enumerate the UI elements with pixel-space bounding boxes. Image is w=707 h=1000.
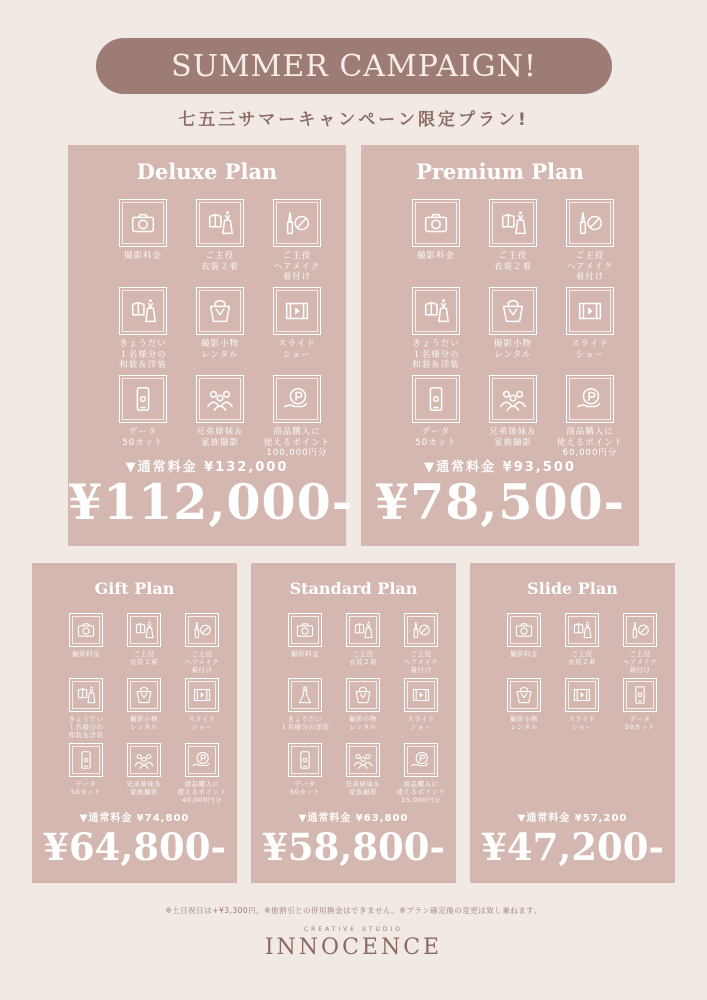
feature-item — [260, 375, 334, 459]
points-icon — [566, 375, 614, 423]
family-icon — [127, 743, 161, 777]
campaign-price: ¥112,000- — [68, 473, 354, 531]
slideshow-icon — [404, 678, 438, 712]
feature-item — [277, 678, 333, 741]
feature-item — [399, 287, 473, 371]
feature-label: 撮影料金 — [123, 251, 162, 261]
feature-item — [335, 678, 391, 741]
slideshow-icon — [565, 678, 599, 712]
points-icon — [273, 375, 321, 423]
costume-icon — [127, 613, 161, 647]
camera-icon — [119, 199, 167, 247]
banner-title: SUMMER CAMPAIGN! — [171, 48, 537, 84]
plan-title: Standard Plan — [289, 579, 418, 598]
feature-item — [393, 743, 449, 806]
phone-icon — [623, 678, 657, 712]
phone-icon — [412, 375, 460, 423]
campaign-price: ¥58,800- — [262, 825, 445, 869]
feature-label: 撮影料金 — [510, 650, 538, 658]
feature-label: 兄弟姉妹＆ 家族撮影 — [489, 427, 537, 448]
feature-label: 商品購入に 使えるポイント 40,000円分 — [177, 780, 227, 805]
plan-card-deluxe — [68, 145, 354, 546]
feature-label: データ 50カット — [70, 780, 102, 797]
costume-icon — [412, 287, 460, 335]
costume-icon — [346, 613, 380, 647]
feature-label: 撮影小物 レンタル — [493, 339, 532, 360]
camera-icon — [412, 199, 460, 247]
feature-label: ご主役 ヘアメイク 着付け — [273, 251, 321, 283]
feature-item — [393, 678, 449, 741]
feature-label: ご主役 衣装２着 — [200, 251, 239, 272]
campaign-price: ¥78,500- — [375, 473, 625, 531]
feature-label: スライド ショー — [278, 339, 316, 360]
campaign-price: ¥64,800- — [43, 825, 226, 869]
costume-icon — [489, 199, 537, 247]
feature-label: 撮影料金 — [72, 650, 100, 658]
feature-item — [554, 613, 610, 676]
campaign-subtitle: 七五三サマーキャンペーン限定プラン! — [178, 110, 529, 130]
feature-label: きょうだい １名様分の 和装＆洋装 — [119, 339, 167, 371]
regular-price: ▼通常料金 ¥93,500 — [424, 460, 576, 475]
feature-label: ご主役 ヘアメイク 着付け — [403, 650, 439, 675]
feature-label: 商品購入に 使えるポイント 15,000円分 — [396, 780, 446, 805]
campaign-price: ¥47,200- — [481, 825, 664, 869]
costume-icon — [69, 678, 103, 712]
feature-item — [183, 287, 257, 371]
feature-label: ご主役 ヘアメイク 着付け — [184, 650, 220, 675]
family-icon — [489, 375, 537, 423]
feature-label: 撮影料金 — [416, 251, 455, 261]
plan-card-standard — [251, 563, 456, 883]
slideshow-icon — [566, 287, 614, 335]
feature-label: 兄弟姉妹＆ 家族撮影 — [126, 780, 162, 797]
feature-label: ご主役 衣装２着 — [349, 650, 377, 667]
feature-item — [106, 287, 180, 371]
feature-item — [554, 678, 610, 741]
feature-label: ご主役 ヘアメイク 着付け — [566, 251, 614, 283]
regular-price: ▼通常料金 ¥132,000 — [125, 460, 289, 475]
feature-label: 兄弟姉妹＆ 家族撮影 — [196, 427, 244, 448]
phone-icon — [119, 375, 167, 423]
bag-icon — [346, 678, 380, 712]
feature-item — [106, 199, 180, 283]
feature-item — [476, 287, 550, 371]
feature-item — [174, 613, 230, 676]
feature-item — [496, 678, 552, 741]
feature-item — [277, 613, 333, 676]
feature-grid — [58, 613, 230, 806]
feature-label: スライド ショー — [407, 715, 435, 732]
phone-icon — [69, 743, 103, 777]
feature-label: ご主役 衣装２着 — [130, 650, 158, 667]
feature-item — [496, 613, 552, 676]
feature-label: スライド ショー — [568, 715, 596, 732]
feature-item — [399, 199, 473, 283]
regular-price: ▼通常料金 ¥74,800 — [79, 813, 190, 824]
logo-subtitle: CREATIVE STUDIO — [303, 926, 403, 933]
feature-label: 商品購入に 使えるポイント 100,000円分 — [263, 427, 331, 459]
feature-label: きょうだい １名様分の洋装 — [280, 715, 330, 732]
feature-grid — [106, 199, 334, 459]
feature-item — [612, 678, 668, 741]
camera-icon — [288, 613, 322, 647]
plan-title: Gift Plan — [94, 579, 175, 598]
feature-label: ご主役 ヘアメイク 着付け — [622, 650, 658, 675]
phone-icon — [288, 743, 322, 777]
regular-price: ▼通常料金 ¥57,200 — [517, 813, 628, 824]
slideshow-icon — [185, 678, 219, 712]
camera-icon — [69, 613, 103, 647]
feature-item — [106, 375, 180, 459]
makeup-icon — [185, 613, 219, 647]
plan-card-slide — [470, 563, 675, 883]
bag-icon — [196, 287, 244, 335]
feature-item — [335, 743, 391, 806]
feature-item — [260, 287, 334, 371]
feature-label: きょうだい １名様分の 和装＆洋装 — [68, 715, 104, 740]
feature-item — [553, 199, 627, 283]
plan-title: Deluxe Plan — [136, 159, 278, 184]
feature-item — [553, 375, 627, 459]
feature-label: データ 50カット — [624, 715, 656, 732]
family-icon — [196, 375, 244, 423]
makeup-icon — [404, 613, 438, 647]
makeup-icon — [623, 613, 657, 647]
brand-logo: INNOCENCE — [264, 935, 443, 960]
bag-icon — [489, 287, 537, 335]
feature-item — [116, 743, 172, 806]
camera-icon — [507, 613, 541, 647]
feature-item — [335, 613, 391, 676]
feature-item — [399, 375, 473, 459]
feature-label: データ 50カット — [122, 427, 164, 448]
campaign-banner — [96, 38, 612, 94]
feature-item — [174, 678, 230, 741]
feature-item — [116, 678, 172, 741]
feature-label: 撮影小物 レンタル — [130, 715, 158, 732]
feature-item — [393, 613, 449, 676]
feature-item — [58, 743, 114, 806]
feature-grid — [496, 613, 668, 741]
feature-label: 撮影料金 — [291, 650, 319, 658]
feature-label: データ 50カット — [415, 427, 457, 448]
feature-item — [58, 613, 114, 676]
costume-icon — [565, 613, 599, 647]
regular-price: ▼通常料金 ¥63,800 — [298, 813, 409, 824]
costume-icon — [196, 199, 244, 247]
feature-label: スライド ショー — [571, 339, 609, 360]
feature-label: 撮影小物 レンタル — [200, 339, 239, 360]
feature-grid — [399, 199, 627, 459]
feature-item — [476, 199, 550, 283]
feature-label: ご主役 衣装２着 — [568, 650, 596, 667]
plan-title: Premium Plan — [416, 159, 584, 184]
family-icon — [346, 743, 380, 777]
feature-label: スライド ショー — [188, 715, 216, 732]
feature-item — [476, 375, 550, 459]
feature-label: 撮影小物 レンタル — [349, 715, 377, 732]
bag-icon — [127, 678, 161, 712]
points-icon — [404, 743, 438, 777]
feature-item — [183, 199, 257, 283]
feature-item — [612, 613, 668, 676]
costume-icon — [119, 287, 167, 335]
makeup-icon — [273, 199, 321, 247]
feature-label: データ 50カット — [289, 780, 321, 797]
feature-item — [553, 287, 627, 371]
feature-item — [260, 199, 334, 283]
plan-card-gift — [32, 563, 237, 883]
feature-item — [277, 743, 333, 806]
dress-icon — [288, 678, 322, 712]
feature-item — [183, 375, 257, 459]
feature-grid — [277, 613, 449, 806]
footer-note: ※土日祝日は+¥3,300円。※他割引との併用換金はできません。※プラン確定後の変更は致し兼ねます。 — [165, 906, 542, 915]
feature-label: きょうだい １名様分の 和装＆洋装 — [412, 339, 460, 371]
feature-item — [116, 613, 172, 676]
plan-card-premium — [361, 145, 639, 546]
makeup-icon — [566, 199, 614, 247]
feature-item — [58, 678, 114, 741]
bag-icon — [507, 678, 541, 712]
feature-label: 商品購入に 使えるポイント 60,000円分 — [556, 427, 624, 459]
points-icon — [185, 743, 219, 777]
slideshow-icon — [273, 287, 321, 335]
feature-item — [174, 743, 230, 806]
plan-title: Slide Plan — [527, 579, 618, 598]
feature-label: ご主役 衣装２着 — [493, 251, 532, 272]
feature-label: 兄弟姉妹＆ 家族撮影 — [345, 780, 381, 797]
feature-label: 撮影小物 レンタル — [510, 715, 538, 732]
